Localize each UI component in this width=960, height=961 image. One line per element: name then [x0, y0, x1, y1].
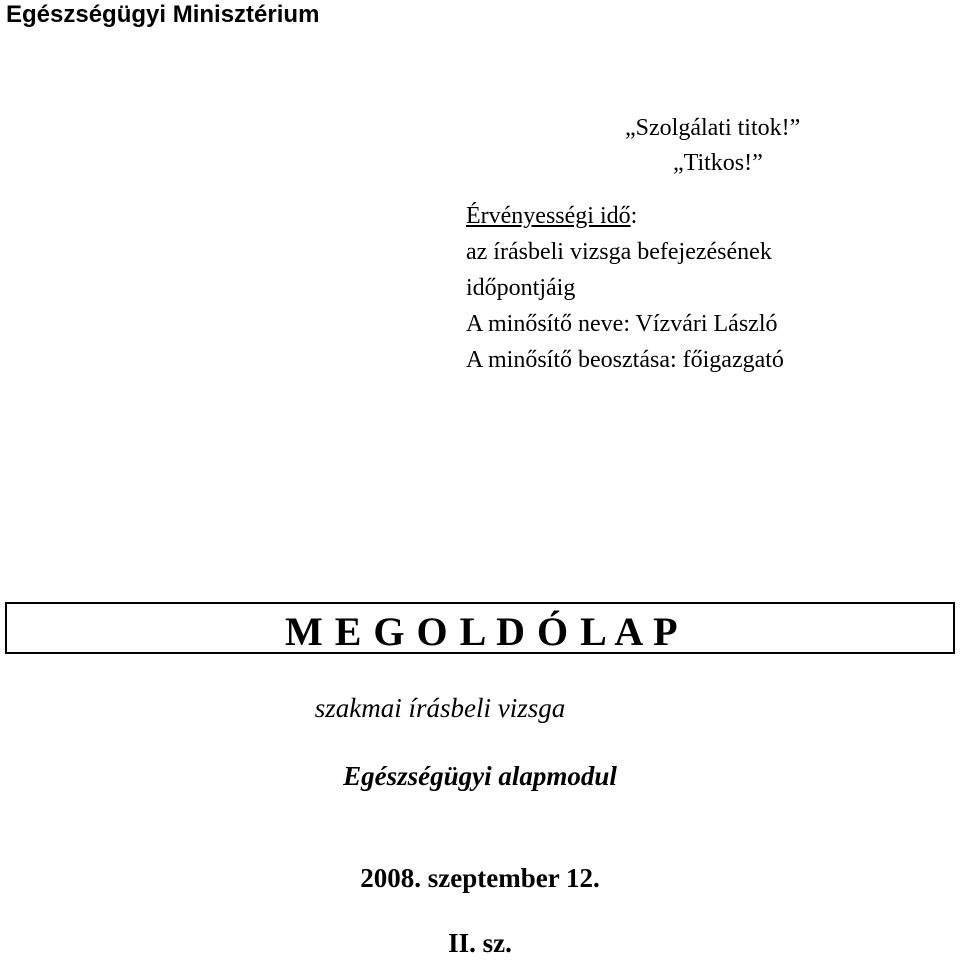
classification-official-secret: „Szolgálati titok!” — [625, 115, 801, 141]
validity-line-2: időpontjáig — [466, 275, 576, 301]
validity-line-1: az írásbeli vizsga befejezésének — [466, 239, 772, 265]
classification-secret: „Titkos!” — [673, 150, 763, 176]
answer-sheet-title: M E G O L D Ó L A P — [285, 609, 679, 654]
validity-block — [466, 198, 784, 378]
validity-title-text: Érvényességi idő — [466, 203, 631, 229]
validity-title-colon: : — [630, 203, 638, 229]
exam-type: szakmai írásbeli vizsga — [314, 693, 566, 723]
ministry-name: Egészségügyi Minisztérium — [6, 1, 320, 28]
exam-module: Egészségügyi alapmodul — [343, 761, 617, 791]
exam-date: 2008. szeptember 12. — [360, 863, 600, 893]
exam-session: II. sz. — [448, 928, 512, 958]
qualifier-position: A minősítő beosztása: főigazgató — [466, 347, 784, 373]
qualifier-name: A minősítő neve: Vízvári László — [466, 311, 778, 337]
validity-title — [466, 198, 784, 234]
